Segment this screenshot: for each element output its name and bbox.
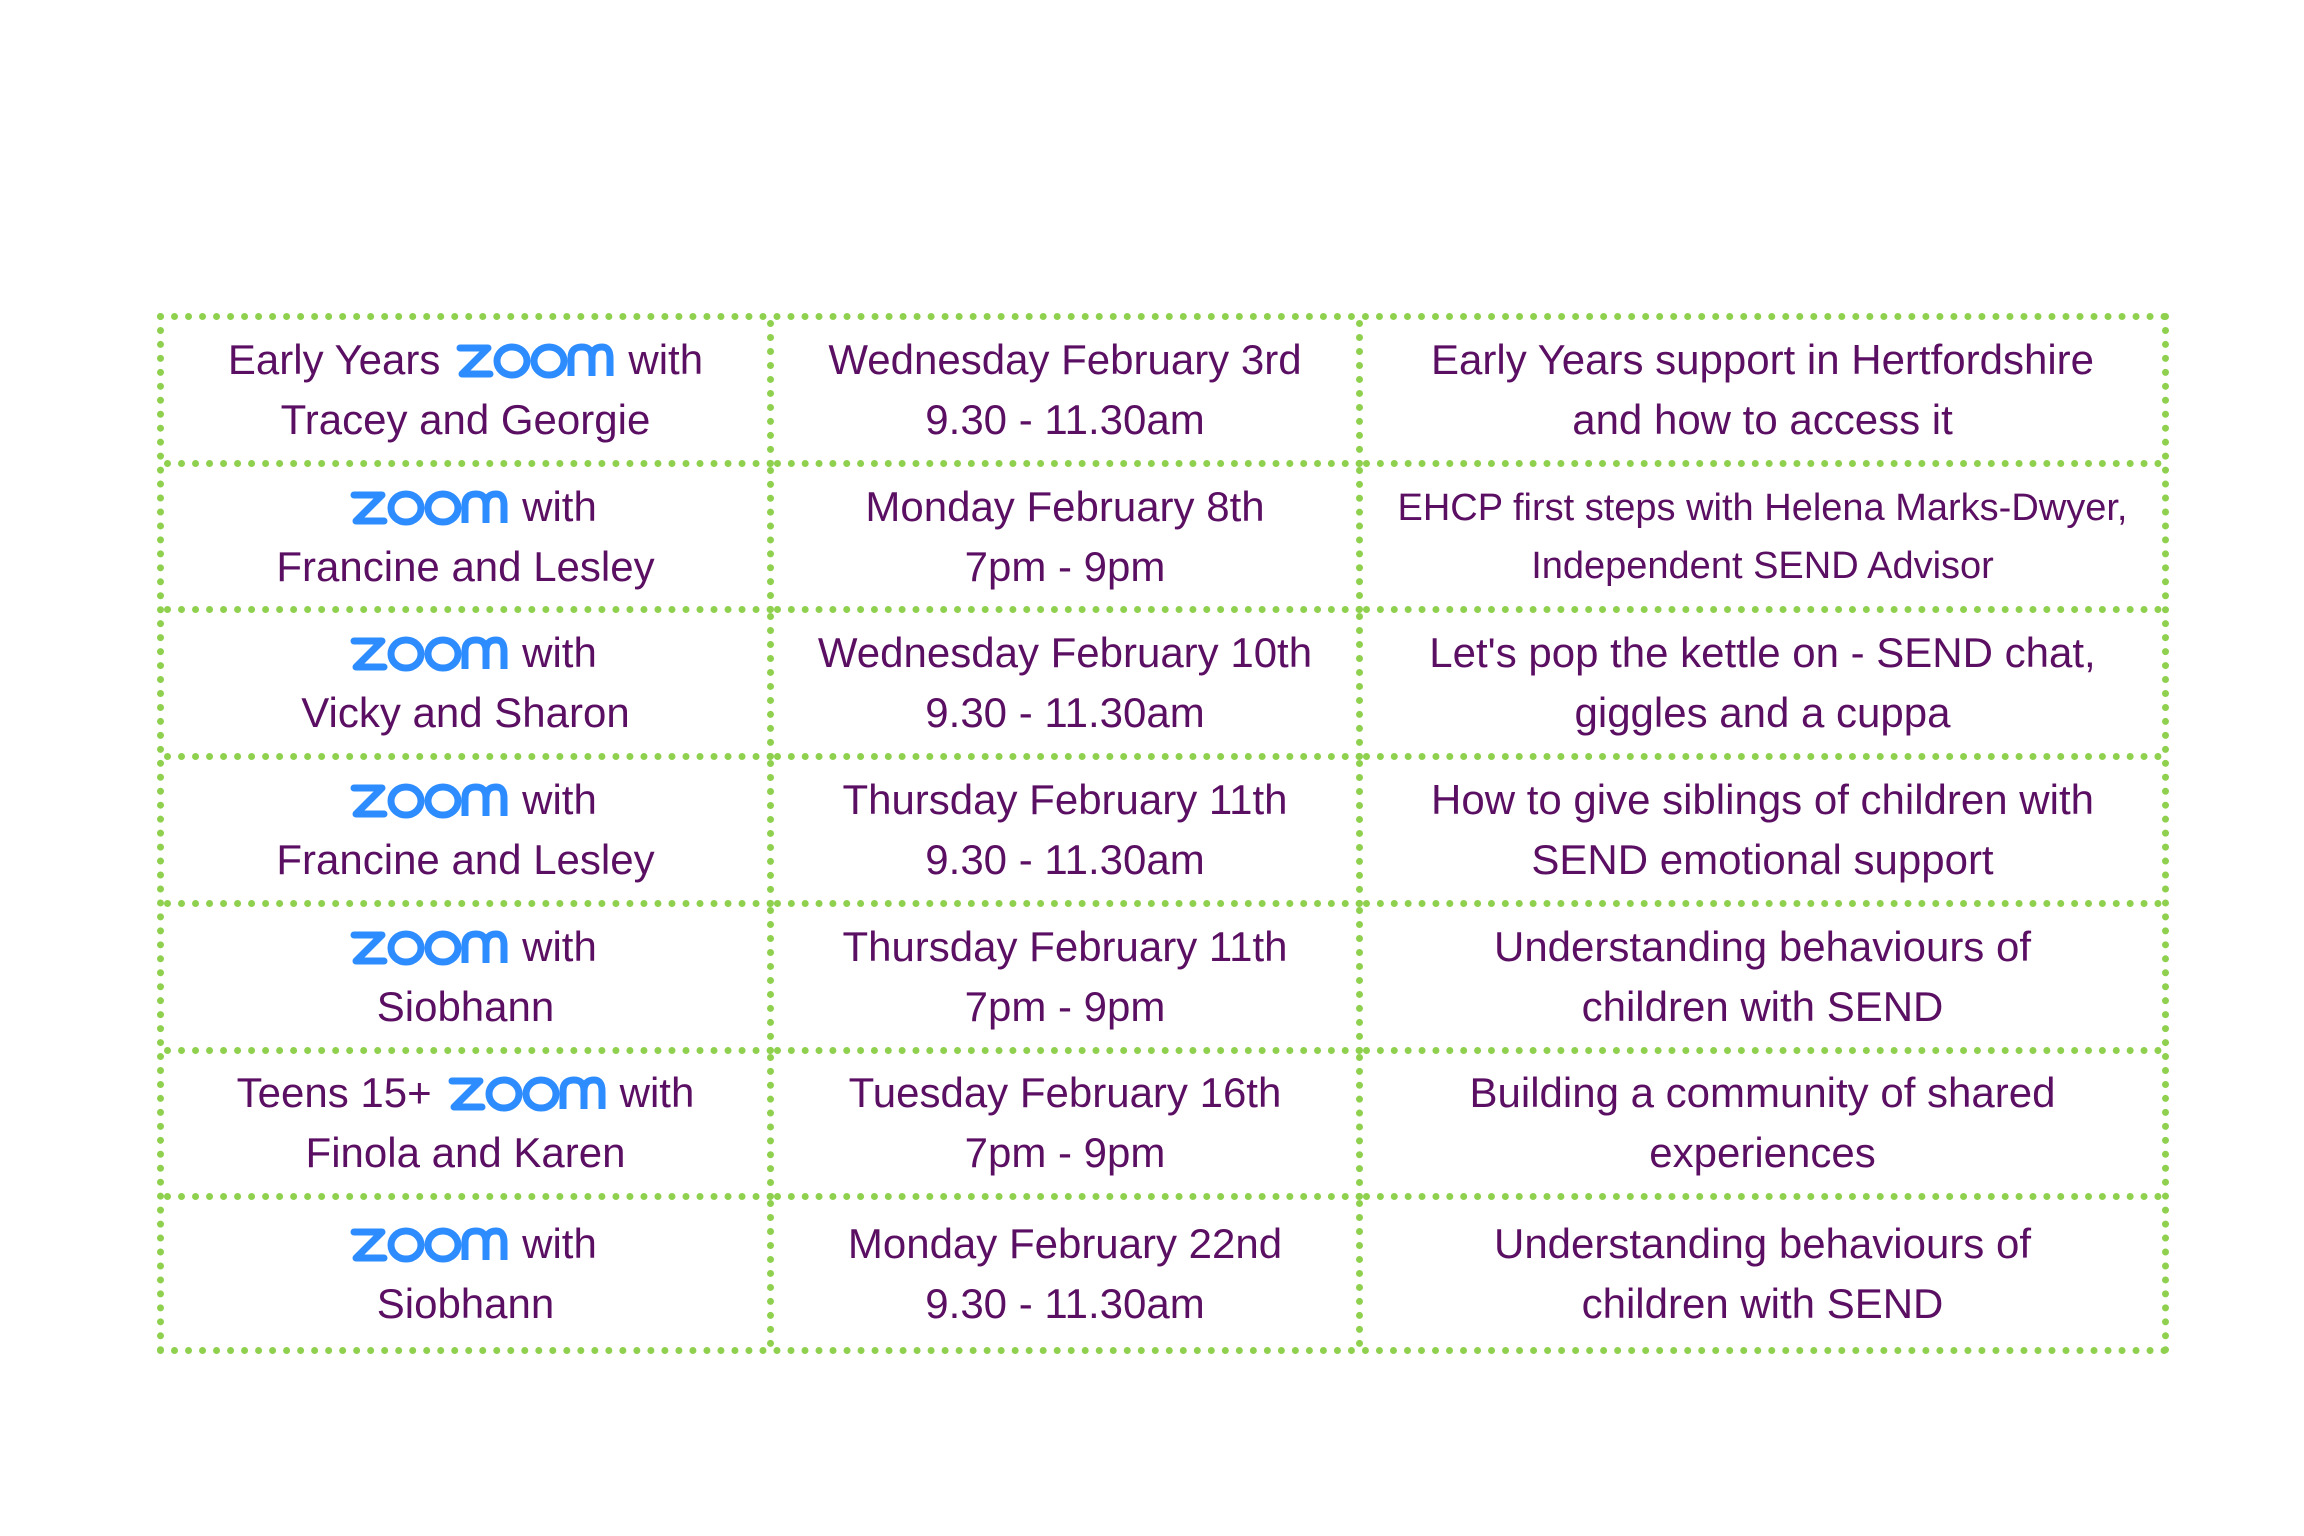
topic-line: giggles and a cuppa — [1574, 689, 1951, 737]
topic-line: Understanding behaviours of — [1493, 1219, 2032, 1267]
host-names: Tracey and Georgie — [280, 395, 651, 443]
topic-cell — [1363, 467, 2162, 614]
host-line — [334, 1214, 597, 1274]
session-date: Monday February 8th — [865, 482, 1265, 530]
topic-line: Let's pop the kettle on - SEND chat, — [1429, 629, 2096, 677]
datetime-cell — [774, 467, 1363, 614]
host-cell — [164, 760, 774, 907]
session-time: 9.30 - 11.30am — [925, 689, 1205, 737]
host-names: Vicky and Sharon — [301, 689, 630, 737]
host-suffix: with — [522, 1219, 597, 1267]
host-names: Finola and Karen — [305, 1129, 626, 1177]
session-time: 9.30 - 11.30am — [925, 395, 1205, 443]
host-suffix: with — [522, 922, 597, 970]
host-names: Siobhann — [376, 1279, 555, 1327]
session-date: Tuesday February 16th — [848, 1069, 1282, 1117]
session-date: Wednesday February 3rd — [828, 335, 1302, 383]
host-suffix: with — [522, 482, 597, 530]
host-suffix: with — [522, 629, 597, 677]
host-line — [334, 770, 597, 830]
zoom-logo-icon — [348, 479, 508, 535]
host-prefix: Teens 15+ — [236, 1069, 432, 1117]
topic-cell — [1363, 760, 2162, 907]
zoom-logo-icon — [446, 1065, 606, 1121]
session-time: 7pm - 9pm — [964, 1129, 1166, 1177]
host-names: Francine and Lesley — [276, 835, 655, 883]
topic-line: experiences — [1649, 1129, 1876, 1177]
session-time: 9.30 - 11.30am — [925, 835, 1205, 883]
host-line — [228, 330, 703, 390]
zoom-logo-icon — [348, 772, 508, 828]
host-cell — [164, 1200, 774, 1347]
topic-line: How to give siblings of children with — [1431, 775, 2094, 823]
schedule-table — [157, 313, 2169, 1354]
host-line — [334, 477, 597, 537]
host-prefix: Early Years — [227, 335, 441, 383]
host-suffix: with — [628, 335, 704, 383]
session-date: Wednesday February 10th — [817, 629, 1313, 677]
datetime-cell — [774, 320, 1363, 467]
session-time: 7pm - 9pm — [964, 982, 1166, 1030]
host-names: Francine and Lesley — [276, 542, 655, 590]
host-suffix: with — [619, 1069, 695, 1117]
topic-cell — [1363, 1054, 2162, 1201]
datetime-cell — [774, 1054, 1363, 1201]
topic-cell — [1363, 1200, 2162, 1347]
datetime-cell — [774, 907, 1363, 1054]
datetime-cell — [774, 760, 1363, 907]
session-date: Monday February 22nd — [847, 1219, 1283, 1267]
topic-line: children with SEND — [1581, 982, 1944, 1030]
zoom-logo-icon — [348, 919, 508, 975]
topic-line: children with SEND — [1581, 1279, 1944, 1327]
topic-line: and how to access it — [1572, 395, 1953, 443]
topic-line: EHCP first steps with Helena Marks-Dwyer, — [1397, 486, 2128, 529]
host-cell — [164, 907, 774, 1054]
session-date: Thursday February 11th — [842, 775, 1288, 823]
topic-cell — [1363, 613, 2162, 760]
topic-cell — [1363, 907, 2162, 1054]
host-cell — [164, 467, 774, 614]
host-line — [334, 917, 597, 977]
host-line — [334, 623, 597, 683]
topic-cell — [1363, 320, 2162, 467]
session-date: Thursday February 11th — [842, 922, 1288, 970]
zoom-logo-icon — [454, 332, 614, 388]
host-names: Siobhann — [376, 982, 555, 1030]
zoom-logo-icon — [348, 625, 508, 681]
host-cell — [164, 1054, 774, 1201]
topic-line: SEND emotional support — [1531, 835, 1994, 883]
host-cell — [164, 320, 774, 467]
zoom-logo-icon — [348, 1216, 508, 1272]
datetime-cell — [774, 1200, 1363, 1347]
session-time: 7pm - 9pm — [964, 542, 1166, 590]
host-cell — [164, 613, 774, 760]
topic-line: Independent SEND Advisor — [1531, 544, 1994, 587]
topic-line: Early Years support in Hertfordshire — [1431, 335, 2094, 383]
datetime-cell — [774, 613, 1363, 760]
topic-line: Understanding behaviours of — [1493, 922, 2032, 970]
host-suffix: with — [522, 775, 597, 823]
session-time: 9.30 - 11.30am — [925, 1279, 1205, 1327]
host-line — [237, 1063, 695, 1123]
topic-line: Building a community of shared — [1469, 1069, 2056, 1117]
